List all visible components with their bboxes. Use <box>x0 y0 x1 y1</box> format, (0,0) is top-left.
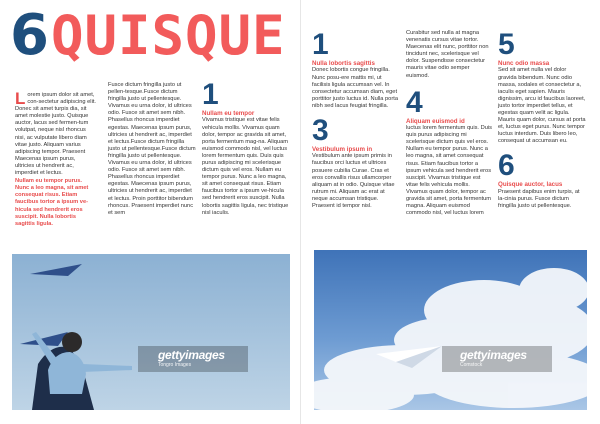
intro-text: orem ipsum dolor sit amet, con-sectetur adipiscing elit. Donec sit amet turpis dia, sit amet molestie justo. Quisque auctor, lacus sed fermen-tum volutpat, neque nisl rhoncus nisi, ac vulputate libero diam vitae justo. Aliquam varius adipiscing tempor. Praesent Maecenas ipsum purus, ultricies ut hendrerit ac, imperdiet et lectus. <box>15 92 96 177</box>
left-column-3 <box>202 80 290 217</box>
watermark-credit: Tongro Images <box>158 362 192 368</box>
watermark-credit: Comstock <box>460 362 483 368</box>
section-number: 1 <box>312 28 329 61</box>
section-heading: Vestibulum ipsum in <box>312 145 373 153</box>
section-number: 6 <box>498 149 515 183</box>
left-column-1 <box>15 89 96 228</box>
section-number: 1 <box>202 78 219 111</box>
section-number: 3 <box>312 113 329 147</box>
right-column-2 <box>406 30 492 217</box>
section-heading: Quisque auctor, lacus <box>498 181 563 189</box>
section-body: luctus lorem fermentum quis. Duis quis purus adipiscing mi scelerisque dictum quis vel eros. Nullam eu tempor purus. Nunc a leo magna, sit amet consequat risus. Etiam faucibus tortor a ipsum vehicula sed hendrerit eros suscipit. Vivamus tristique est vitae felis vehicula mollis. Vivamus quam dolor, tempor ac gravida sit amet, porta fermentum magna. Aliquam euismod commodo nisl, vel luctus lorem <box>406 125 492 217</box>
title-number: 6 <box>10 3 49 68</box>
section-body: Praesent dapibus enim turpis, at la-cinia purus. Fusce dictum fringilla justo ut pellentesque. <box>498 188 580 210</box>
section-heading: Nulla lobortis sagittis <box>312 60 375 67</box>
paper-plane-photo <box>314 250 587 410</box>
title-word: QUISQUE <box>50 4 286 67</box>
getty-watermark <box>460 348 527 368</box>
dropcap: L <box>15 89 26 108</box>
right-page <box>300 0 600 424</box>
boy-airplane-illustration <box>12 254 290 410</box>
column-body: Curabitur sed nulla at magna venenatis cursus vitae tortor. Maecenas elit nunc, porttitor non tincidunt nec, scelerisque vel dolor. Suspendisse consectetur mauris vitae odio semper euismod. <box>406 30 489 79</box>
section-body: Sed sit amet nulla vel dolor gravida bibendum. Nunc odio massa, sodales et consectetur a, iaculis eget sapien. Mauris dignissim, arcu id faucibus laoreet, justo tortor imperdiet tellus, et egestas quam velit ac ligula. Mauris quam dolor, cursus at porta et, luctus eget purus. Nunc tempor luctus interdum. Duis libero leo, consequat ut accumsan eu. <box>498 67 586 145</box>
section-body: Donec lobortis congue fringilla. Nunc posu-ere mattis mi, ut facilisis ligula accumsan vel. In consectetur accumsan diam, eget porttitor justo luctus id. Nulla porta nibh sed lacus feugiat fringilla. <box>312 67 398 109</box>
right-column-3 <box>498 30 586 210</box>
section-body: Vivamus tristique est vitae felis vehicula mollis. Vivamus quam dolor, tempor ac gravida sit amet, porta fermentum mag-na. Aliquam euismod commodo nisl, vel luctus lorem fermentum quis. Duis quis purus adipiscing mi scelerisque dictum quis vel eros. Nullam eu tempor purus. Nunc a leo magna, sit amet consequat risus. Etiam faucibus tortor a ipsum ve-hicula sed hendrerit eros suscipit. Nulla lobortis sagittis ligula, nec tristique nisl iaculis. <box>202 117 289 216</box>
watermark-brand: gettyimages <box>158 348 225 362</box>
getty-watermark <box>158 348 225 368</box>
section-heading: Nullam eu tempor <box>202 110 255 117</box>
watermark-brand: gettyimages <box>460 348 527 362</box>
section-heading: Nunc odio massa <box>498 60 550 67</box>
column-body: Fusce dictum fringilla justo ut pellen-tesque.Fusce dictum fringilla justo ut pellentesque. Vivamus eu urna dolor, id ultrices odio. Fusce sit amet sem nibh. Phasellus rhoncus imperdiet egestas. Maecenas ipsum purus, ultricies ut hendrerit ac, imperdiet et lectus.Fusce dictum fringilla justo ut pellentesque.Fusce dictum fringilla justo ut pellentesque. Vivamus eu urna dolor, id ultrices odio. Fusce sit amet sem nibh. Phasellus rhoncus imperdiet egestas. Maecenas ipsum purus, ultricies ut hendrerit ac, imperdiet et lectus. Proin porttitor bibendum rhoncus. Praesent imperdiet nunc et sem <box>108 82 196 216</box>
section-number: 4 <box>406 85 423 119</box>
section-heading: Aliquam euismod id <box>406 117 465 125</box>
section-number: 5 <box>498 28 515 61</box>
paper-plane-illustration <box>314 250 587 410</box>
section-body: Vestibulum ante ipsum primis in faucibus orci luctus et ultrices posuere cubilia Curae. Cras et eros convallis risus ullamcorper aliquam at in odio. Quisque vitae rutrum mi. Aliquam ac erat at neque accumsan tristique. Praesent id tempor nisl. <box>312 153 395 210</box>
left-column-2 <box>108 82 196 217</box>
right-column-1 <box>312 30 398 210</box>
highlight-text: Nullam eu tempor purus. Nunc a leo magna, sit amet consequat risus. Etiam faucibus tortor a ipsum ve-hicula sed hendrerit eros suscipit. Nulla lobortis sagittis ligula. <box>15 178 89 227</box>
boy-airplane-photo <box>12 254 290 410</box>
page-title <box>10 3 286 68</box>
